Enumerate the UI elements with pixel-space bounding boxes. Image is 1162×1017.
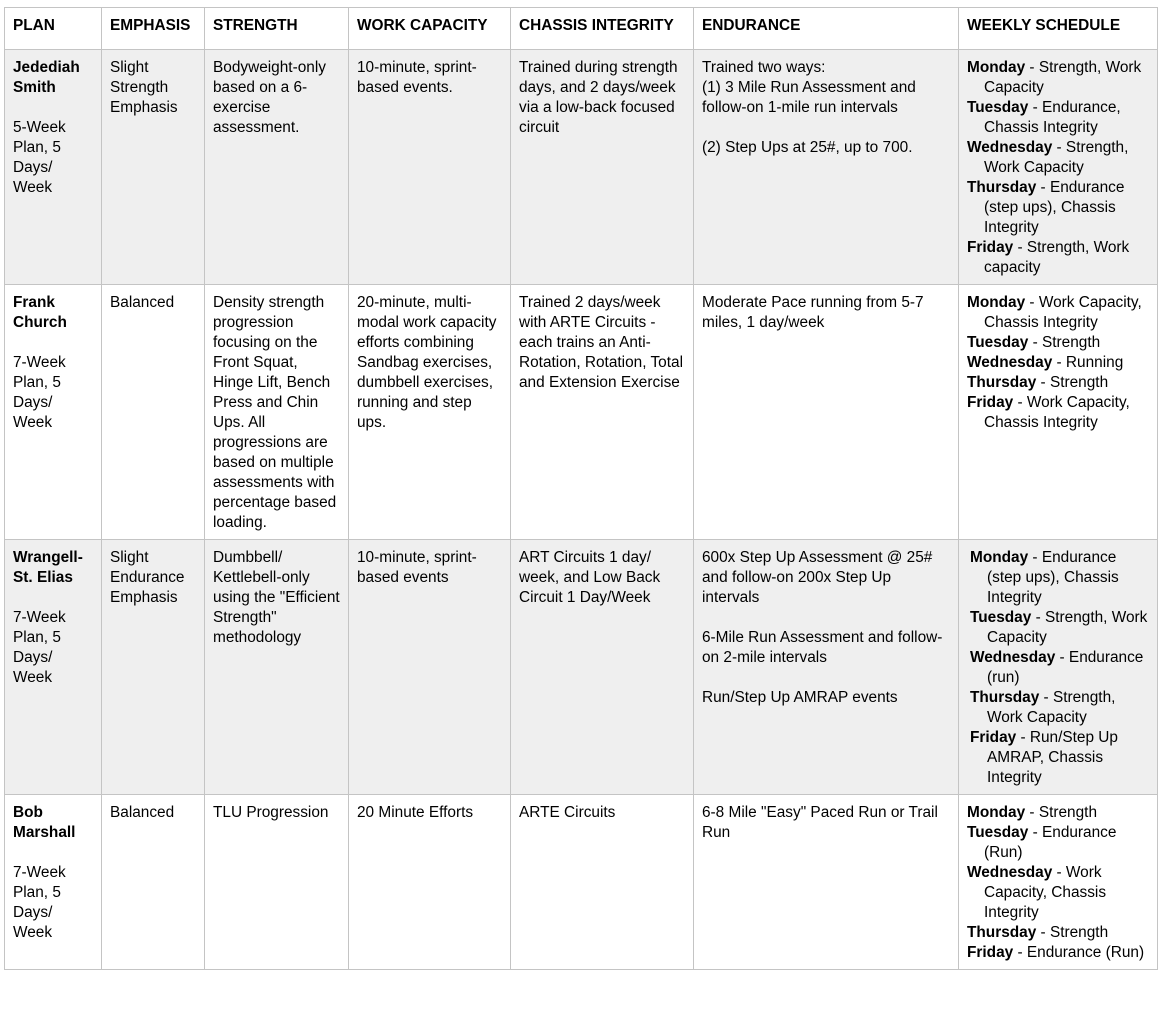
header-chassis-integrity: CHASSIS INTEGRITY <box>511 8 694 50</box>
schedule-entry <box>967 923 1149 943</box>
plan-name: Wrangell-St. Elias <box>13 549 83 586</box>
endurance-line: Trained two ways: <box>702 59 826 76</box>
schedule-day: Friday <box>970 729 1017 746</box>
schedule-day: Thursday <box>967 924 1037 941</box>
strength-cell: Density strength progression focusing on the Front Squat, Hinge Lift, Bench Press and Chin Ups. All progressions are based on multiple assessments with percentage based loading. <box>205 285 349 540</box>
schedule-entry <box>967 608 1149 648</box>
work-capacity-cell: 10-minute, sprint-based events <box>349 540 511 795</box>
schedule-activity: - Work Capacity, Chassis Integrity <box>984 294 1142 331</box>
schedule-entry <box>967 548 1149 608</box>
schedule-day: Tuesday <box>967 334 1029 351</box>
endurance-cell <box>694 50 959 285</box>
schedule-entry <box>967 333 1149 353</box>
schedule-day: Wednesday <box>970 649 1056 666</box>
plan-name: Jedediah Smith <box>13 59 80 96</box>
schedule-day: Friday <box>967 239 1014 256</box>
schedule-day: Thursday <box>967 374 1037 391</box>
schedule-activity: - Endurance (run) <box>987 649 1144 686</box>
endurance-line: 6-Mile Run Assessment and follow-on 2-mile intervals <box>702 629 943 666</box>
emphasis-cell: Slight Endurance Emphasis <box>102 540 205 795</box>
schedule-activity: - Endurance (Run) <box>984 824 1117 861</box>
emphasis-cell: Balanced <box>102 285 205 540</box>
schedule-day: Wednesday <box>967 139 1053 156</box>
table-row <box>5 285 1158 540</box>
header-row <box>5 8 1158 50</box>
schedule-entry <box>967 688 1149 728</box>
schedule-activity: - Endurance, Chassis Integrity <box>984 99 1121 136</box>
training-plans-table <box>4 7 1158 970</box>
plan-length: 7-Week Plan, 5 Days/ Week <box>13 354 66 431</box>
schedule-activity: - Endurance (step ups), Chassis Integrity <box>984 179 1125 236</box>
weekly-schedule-cell <box>959 540 1158 795</box>
plan-cell <box>5 795 102 970</box>
endurance-cell <box>694 285 959 540</box>
schedule-entry <box>967 353 1149 373</box>
header-plan: PLAN <box>5 8 102 50</box>
schedule-entry <box>967 178 1149 238</box>
schedule-entry <box>967 98 1149 138</box>
header-strength: STRENGTH <box>205 8 349 50</box>
work-capacity-cell: 10-minute, sprint-based events. <box>349 50 511 285</box>
plan-name: Bob Marshall <box>13 804 76 841</box>
chassis-integrity-cell: Trained 2 days/week with ARTE Circuits - each trains an Anti-Rotation, Rotation, Total and Extension Exercise <box>511 285 694 540</box>
plan-cell <box>5 540 102 795</box>
header-weekly-schedule: WEEKLY SCHEDULE <box>959 8 1158 50</box>
header-endurance: ENDURANCE <box>694 8 959 50</box>
schedule-activity: - Strength, Work Capacity <box>984 59 1142 96</box>
endurance-cell <box>694 795 959 970</box>
work-capacity-cell: 20 Minute Efforts <box>349 795 511 970</box>
schedule-entry <box>967 728 1149 788</box>
schedule-activity: - Work Capacity, Chassis Integrity <box>984 394 1130 431</box>
schedule-activity: - Strength <box>1036 374 1109 391</box>
endurance-line: 6-8 Mile "Easy" Paced Run or Trail Run <box>702 804 938 841</box>
plan-name: Frank Church <box>13 294 67 331</box>
emphasis-cell: Slight Strength Emphasis <box>102 50 205 285</box>
schedule-day: Tuesday <box>967 824 1029 841</box>
schedule-activity: - Running <box>1052 354 1124 371</box>
emphasis-cell: Balanced <box>102 795 205 970</box>
strength-cell: Dumbbell/ Kettlebell-only using the "Efficient Strength" methodology <box>205 540 349 795</box>
schedule-activity: - Strength, Work Capacity <box>987 609 1148 646</box>
weekly-schedule-cell <box>959 795 1158 970</box>
weekly-schedule-cell <box>959 50 1158 285</box>
schedule-day: Wednesday <box>967 354 1053 371</box>
schedule-entry <box>967 138 1149 178</box>
plan-cell <box>5 285 102 540</box>
schedule-day: Friday <box>967 944 1014 961</box>
endurance-line: (1) 3 Mile Run Assessment and follow-on 1-mile run intervals <box>702 79 916 116</box>
table-row <box>5 540 1158 795</box>
schedule-activity: - Strength, Work Capacity <box>984 139 1129 176</box>
schedule-activity: - Run/Step Up AMRAP, Chassis Integrity <box>987 729 1118 786</box>
schedule-day: Monday <box>967 294 1026 311</box>
chassis-integrity-cell: Trained during strength days, and 2 days/week via a low-back focused circuit <box>511 50 694 285</box>
schedule-day: Thursday <box>970 689 1040 706</box>
schedule-entry <box>967 373 1149 393</box>
endurance-line: (2) Step Ups at 25#, up to 700. <box>702 139 913 156</box>
table-row <box>5 50 1158 285</box>
schedule-activity: - Strength <box>1028 334 1101 351</box>
endurance-line: 600x Step Up Assessment @ 25# and follow-on 200x Step Up intervals <box>702 549 933 606</box>
schedule-entry <box>967 393 1149 433</box>
endurance-line: Moderate Pace running from 5-7 miles, 1 day/week <box>702 294 924 331</box>
plan-cell <box>5 50 102 285</box>
schedule-day: Friday <box>967 394 1014 411</box>
schedule-activity: - Strength, Work capacity <box>984 239 1130 276</box>
header-emphasis: EMPHASIS <box>102 8 205 50</box>
strength-cell: TLU Progression <box>205 795 349 970</box>
schedule-day: Thursday <box>967 179 1037 196</box>
schedule-entry <box>967 58 1149 98</box>
chassis-integrity-cell: ARTE Circuits <box>511 795 694 970</box>
schedule-activity: - Strength <box>1036 924 1109 941</box>
endurance-line: Run/Step Up AMRAP events <box>702 689 898 706</box>
work-capacity-cell: 20-minute, multi-modal work capacity efforts combining Sandbag exercises, dumbbell exercises, running and step ups. <box>349 285 511 540</box>
schedule-day: Tuesday <box>970 609 1032 626</box>
schedule-activity: - Strength <box>1025 804 1098 821</box>
strength-cell: Bodyweight-only based on a 6-exercise assessment. <box>205 50 349 285</box>
schedule-entry <box>967 648 1149 688</box>
schedule-entry <box>967 238 1149 278</box>
schedule-day: Monday <box>970 549 1029 566</box>
weekly-schedule-cell <box>959 285 1158 540</box>
schedule-entry <box>967 803 1149 823</box>
schedule-entry <box>967 943 1149 963</box>
schedule-activity: - Work Capacity, Chassis Integrity <box>984 864 1107 921</box>
schedule-day: Tuesday <box>967 99 1029 116</box>
header-work-capacity: WORK CAPACITY <box>349 8 511 50</box>
schedule-activity: - Endurance (Run) <box>1013 944 1145 961</box>
endurance-cell <box>694 540 959 795</box>
chassis-integrity-cell: ART Circuits 1 day/ week, and Low Back Circuit 1 Day/Week <box>511 540 694 795</box>
schedule-day: Wednesday <box>967 864 1053 881</box>
plan-length: 7-Week Plan, 5 Days/ Week <box>13 609 66 686</box>
schedule-entry <box>967 823 1149 863</box>
schedule-day: Monday <box>967 59 1026 76</box>
schedule-activity: - Endurance (step ups), Chassis Integrity <box>987 549 1119 606</box>
schedule-entry <box>967 293 1149 333</box>
plan-length: 7-Week Plan, 5 Days/ Week <box>13 864 66 941</box>
table-row <box>5 795 1158 970</box>
plan-length: 5-Week Plan, 5 Days/ Week <box>13 119 66 196</box>
schedule-activity: - Strength, Work Capacity <box>987 689 1116 726</box>
schedule-day: Monday <box>967 804 1026 821</box>
schedule-entry <box>967 863 1149 923</box>
